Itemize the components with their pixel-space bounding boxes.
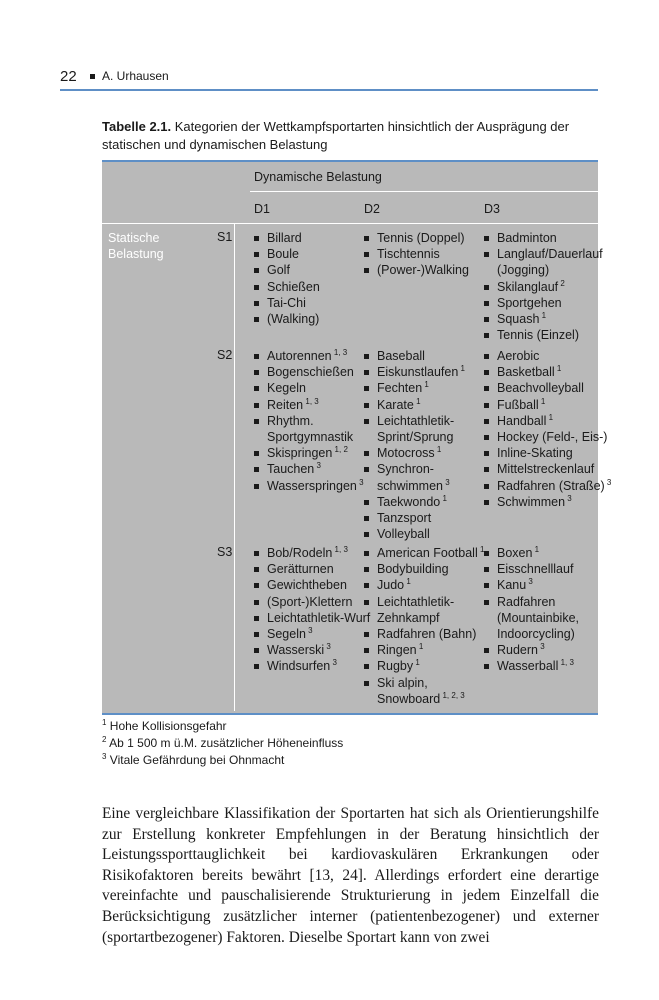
cell-s2-d1-item	[254, 445, 364, 461]
sport-name: Beachvolleyball	[497, 381, 584, 396]
sport-name: Rugby	[377, 659, 414, 674]
footnote-ref: 3	[356, 477, 364, 487]
cell-s2-d3	[484, 348, 611, 510]
sport-name: Boxen	[497, 546, 533, 560]
sport-name: Ski alpin,	[377, 675, 428, 690]
cell-s3-d2-item	[364, 545, 484, 561]
cell-s2-d2-item	[364, 348, 465, 364]
sport-name: schwimmen	[377, 478, 443, 493]
sport-name: Kanu	[497, 578, 527, 593]
sport-name: Tischtennis	[377, 247, 440, 262]
sport-name: Sportgehen	[497, 295, 562, 310]
footnote-1-number: 1	[102, 718, 107, 727]
footnote-ref: 1	[416, 642, 424, 652]
footnote-ref: 1	[440, 493, 447, 503]
sport-name: Sportgymnastik	[267, 430, 354, 445]
cell-s1-d3-item	[484, 279, 603, 295]
sport-name: Billard	[267, 231, 302, 245]
cell-s3-d3-item	[484, 561, 579, 577]
footnote-ref: 1	[458, 364, 465, 374]
column-header-d3: D3	[484, 202, 500, 216]
cell-s3-d3-item	[484, 658, 579, 674]
cell-s3-d3-item	[484, 577, 579, 593]
cell-s2-d2-item	[364, 380, 465, 396]
sport-name: Volleyball	[377, 527, 430, 542]
sport-name: Handball	[497, 413, 547, 428]
sport-name: Motocross	[377, 446, 435, 461]
sport-name: (Power-)Walking	[377, 263, 469, 278]
sport-name: Skispringen	[267, 446, 333, 461]
cell-s2-d3-item	[484, 413, 611, 429]
cell-s2-d1-item	[254, 413, 364, 429]
row-header-separator	[234, 224, 235, 711]
cell-s2-d2-item	[364, 445, 465, 461]
sport-name: Gewichtheben	[267, 578, 347, 593]
static-load-heading-line1: Statische	[108, 231, 160, 245]
cell-s3-d1-item	[254, 642, 370, 658]
sport-name: Windsurfen	[267, 659, 331, 674]
sport-name: Rudern	[497, 643, 538, 658]
sport-name: Tennis (Doppel)	[377, 231, 465, 245]
footnote-2	[102, 735, 602, 752]
sport-name: Leichtathletik-	[377, 413, 455, 428]
cell-s3-d2-item	[364, 642, 484, 658]
sport-name: Tennis (Einzel)	[497, 328, 579, 343]
sport-name: Hockey (Feld-, Eis-)	[497, 430, 608, 445]
footnote-ref: 1	[422, 380, 429, 390]
cell-s1-d3-item	[484, 295, 603, 311]
table-caption	[102, 118, 602, 154]
sport-name: Leichtathletik-Wurf	[267, 610, 371, 625]
cell-s3-d3	[484, 545, 579, 675]
footnote-ref: 1, 2	[332, 445, 348, 455]
page-header	[60, 68, 600, 88]
sport-name: Skilanglauf	[497, 279, 559, 294]
table-top-rule	[102, 160, 598, 162]
sport-name: Tanzsport	[377, 511, 432, 526]
cell-s2-d3-item	[484, 348, 611, 364]
cell-s2-d3-item	[484, 494, 611, 510]
cell-s2-d3-item	[484, 397, 611, 413]
sport-name: Basketball	[497, 365, 555, 380]
cell-s2-d1-item	[254, 397, 364, 413]
footnote-ref: 1	[532, 545, 540, 554]
cell-s3-d1	[254, 545, 370, 675]
cell-s2-d1-item	[254, 429, 364, 445]
cell-s2-d3-item	[484, 461, 611, 477]
cell-s2-d2-item	[364, 510, 465, 526]
cell-s1-d1	[254, 230, 320, 327]
sport-name: Zehnkampf	[377, 610, 440, 625]
cell-s3-d2-item	[364, 691, 484, 707]
cell-s3-d1-item	[254, 594, 370, 610]
cell-s3-d1-item	[254, 626, 370, 642]
cell-s3-d2-item	[364, 610, 484, 626]
footnote-ref: 1	[477, 545, 485, 554]
sport-name: Wasserspringen	[267, 478, 357, 493]
static-load-heading	[108, 230, 198, 262]
cell-s2-d1-item	[254, 348, 364, 364]
sport-name: Tai-Chi	[267, 295, 306, 310]
footnote-ref: 3	[538, 642, 545, 652]
cell-s1-d2-item	[364, 262, 469, 278]
sport-name: (Jogging)	[497, 263, 550, 278]
sport-name: American Football	[377, 546, 478, 560]
cell-s2-d1-item	[254, 478, 364, 494]
cell-s1-d1-item	[254, 246, 320, 262]
cell-s2-d1-item	[254, 380, 364, 396]
cell-s3-d2-item	[364, 658, 484, 674]
footnote-ref: 3	[604, 477, 612, 487]
cell-s1-d3-item	[484, 262, 603, 278]
cell-s3-d3-item	[484, 594, 579, 610]
footnote-ref: 1	[434, 445, 442, 455]
footnote-ref: 1	[546, 412, 554, 422]
row-header-s1: S1	[217, 230, 233, 244]
sport-name: (Sport-)Klettern	[267, 594, 353, 609]
sport-name: Leichtathletik-	[377, 594, 455, 609]
sport-name: Aerobic	[497, 349, 540, 363]
cell-s2-d1-item	[254, 461, 364, 477]
header-bullet-icon	[90, 74, 95, 79]
footnote-ref: 3	[443, 477, 450, 487]
footnote-ref: 1, 3	[332, 545, 348, 554]
sport-name: Reiten	[267, 397, 304, 412]
sport-name: Baseball	[377, 349, 425, 363]
footnote-ref: 1, 2, 3	[440, 690, 465, 700]
cell-s2-d2-item	[364, 429, 465, 445]
sport-name: Tauchen	[267, 462, 315, 477]
cell-s1-d3	[484, 230, 603, 343]
footnote-ref: 1	[413, 396, 421, 406]
footnote-3-text: Vitale Gefährdung bei Ohnmacht	[109, 753, 285, 767]
cell-s1-d1-item	[254, 262, 320, 278]
cell-s3-d1-item	[254, 545, 370, 561]
cell-s3-d1-item	[254, 561, 370, 577]
cell-s2-d1-item	[254, 364, 364, 380]
footnote-ref: 3	[305, 626, 313, 636]
footnote-3-number: 3	[102, 752, 107, 761]
footnote-ref: 1	[539, 311, 547, 321]
cell-s3-d3-item	[484, 642, 579, 658]
sport-name: Squash	[497, 312, 540, 327]
cell-s3-d2-item	[364, 626, 484, 642]
cell-s1-d1-item	[254, 279, 320, 295]
header-rule	[60, 89, 598, 91]
classification-table	[102, 160, 612, 715]
sport-name: (Walking)	[267, 312, 320, 327]
cell-s1-d3-item	[484, 246, 603, 262]
cell-s3-d1-item	[254, 610, 370, 626]
cell-s1-d2-item	[364, 230, 469, 246]
sport-name: Sprint/Sprung	[377, 430, 454, 445]
footnote-ref: 1, 3	[303, 396, 319, 406]
sport-name: Schießen	[267, 279, 320, 294]
footnote-ref: 3	[324, 642, 331, 652]
cell-s2-d2-item	[364, 397, 465, 413]
cell-s1-d1-item	[254, 311, 320, 327]
cell-s3-d2-item	[364, 594, 484, 610]
cell-s2-d2-item	[364, 494, 465, 510]
sport-name: Fußball	[497, 397, 539, 412]
cell-s2-d2-item	[364, 526, 465, 542]
sport-name: Wasserski	[267, 643, 325, 658]
cell-s3-d3-item	[484, 626, 579, 642]
footnote-2-number: 2	[102, 735, 107, 744]
cell-s1-d2-item	[364, 246, 469, 262]
sport-name: Judo	[377, 578, 405, 593]
footnote-ref: 2	[558, 278, 565, 288]
static-load-heading-line2: Belastung	[108, 247, 164, 261]
cell-s2-d2-item	[364, 478, 465, 494]
cell-s1-d3-item	[484, 311, 603, 327]
footnote-1	[102, 718, 602, 735]
sport-name: Golf	[267, 263, 290, 278]
sport-name: Mittelstreckenlauf	[497, 462, 595, 477]
sport-name: Taekwondo	[377, 494, 441, 509]
sport-name: Badminton	[497, 231, 557, 245]
footnote-ref: 3	[565, 493, 572, 503]
footnote-ref: 1, 3	[331, 348, 348, 357]
sport-name: Karate	[377, 397, 414, 412]
cell-s2-d2-item	[364, 413, 465, 429]
cell-s2-d2	[364, 348, 465, 542]
running-head-author: A. Urhausen	[102, 69, 169, 83]
sport-name: Fechten	[377, 381, 423, 396]
footnote-ref: 3	[330, 658, 337, 668]
column-header-rule	[102, 223, 598, 224]
sport-name: Schwimmen	[497, 494, 566, 509]
footnote-ref: 3	[526, 577, 533, 587]
footnote-ref: 1	[413, 658, 420, 668]
sport-name: Segeln	[267, 627, 306, 642]
cell-s2-d1	[254, 348, 364, 494]
footnote-ref: 1, 3	[558, 658, 574, 668]
cell-s3-d2-item	[364, 675, 484, 691]
cell-s2-d3-item	[484, 445, 611, 461]
cell-s3-d1-item	[254, 658, 370, 674]
cell-s1-d3-item	[484, 230, 603, 246]
cell-s2-d3-item	[484, 380, 611, 396]
footnote-1-text: Hohe Kollisionsgefahr	[109, 719, 227, 733]
row-header-s2: S2	[217, 348, 233, 362]
cell-s3-d3-item	[484, 545, 579, 561]
footnote-ref: 1	[538, 396, 546, 406]
cell-s1-d3-item	[484, 327, 603, 343]
row-header-s3: S3	[217, 545, 233, 559]
dynamic-heading-rule	[250, 191, 598, 192]
table-caption-label: Tabelle 2.1.	[102, 119, 172, 134]
sport-name: Inline-Skating	[497, 446, 573, 461]
body-paragraph: Eine vergleichbare Klassifikation der Sportarten hat sich als Orientierungshilfe zur Erstellung konkreter Empfehlungen in der Beratung hinsichtlich der Leistungssporttauglichkeit bei kardiovaskulären Erkrankungen oder Risikofaktoren bereits bewährt [13, 24]. Allerdings erfordert eine derartige vereinfachte und pauschalisierende Strukturierung in jedem Einzelfall die Berücksichtigung zusätzlicher interner (patientenbezogener) und externer (sportartbezogener) Faktoren. Dieselbe Sportart kann von zwei	[102, 805, 599, 946]
footnote-ref: 3	[314, 461, 321, 471]
cell-s3-d2	[364, 545, 484, 707]
sport-name: Langlauf/Dauerlauf	[497, 247, 603, 262]
sport-name: Radfahren	[497, 594, 556, 609]
sport-name: Snowboard	[377, 691, 441, 706]
sport-name: Wasserball	[497, 659, 559, 674]
cell-s2-d3-item	[484, 364, 611, 380]
cell-s2-d3-item	[484, 478, 611, 494]
sport-name: Radfahren (Bahn)	[377, 627, 477, 642]
cell-s2-d2-item	[364, 461, 465, 477]
column-header-d1: D1	[254, 202, 270, 216]
footnote-2-text: Ab 1 500 m ü.M. zusätzlicher Höheneinfluss	[109, 736, 344, 750]
sport-name: Radfahren (Straße)	[497, 478, 605, 493]
sport-name: Synchron-	[377, 462, 434, 477]
cell-s1-d2	[364, 230, 469, 279]
sport-name: Bodybuilding	[377, 562, 449, 577]
cell-s3-d2-item	[364, 561, 484, 577]
sport-name: Kegeln	[267, 381, 306, 396]
sport-name: Ringen	[377, 643, 417, 658]
sport-name: Autorennen	[267, 349, 332, 363]
sport-name: Bob/Rodeln	[267, 546, 333, 560]
sport-name: Indoorcycling)	[497, 627, 575, 642]
sport-name: Rhythm.	[267, 413, 314, 428]
cell-s3-d3-item	[484, 610, 579, 626]
footnote-ref: 1	[554, 364, 562, 374]
page-number: 22	[60, 68, 77, 85]
table-caption-text: Kategorien der Wettkampfsportarten hinsichtlich der Ausprägung der statischen und dynamischen Belastung	[102, 119, 570, 152]
sport-name: Gerätturnen	[267, 562, 334, 577]
dynamic-load-heading: Dynamische Belastung	[254, 170, 382, 184]
sport-name: (Mountainbike,	[497, 610, 579, 625]
sport-name: Boule	[267, 247, 299, 262]
table-footnotes	[102, 718, 602, 769]
sport-name: Eisschnelllauf	[497, 562, 574, 577]
column-header-d2: D2	[364, 202, 380, 216]
cell-s2-d3-item	[484, 429, 611, 445]
cell-s1-d1-item	[254, 295, 320, 311]
sport-name: Eiskunstlaufen	[377, 365, 459, 380]
cell-s2-d2-item	[364, 364, 465, 380]
cell-s3-d2-item	[364, 577, 484, 593]
cell-s1-d1-item	[254, 230, 320, 246]
sport-name: Bogenschießen	[267, 365, 354, 380]
cell-s3-d1-item	[254, 577, 370, 593]
footnote-3	[102, 752, 602, 769]
footnote-ref: 1	[404, 577, 411, 587]
